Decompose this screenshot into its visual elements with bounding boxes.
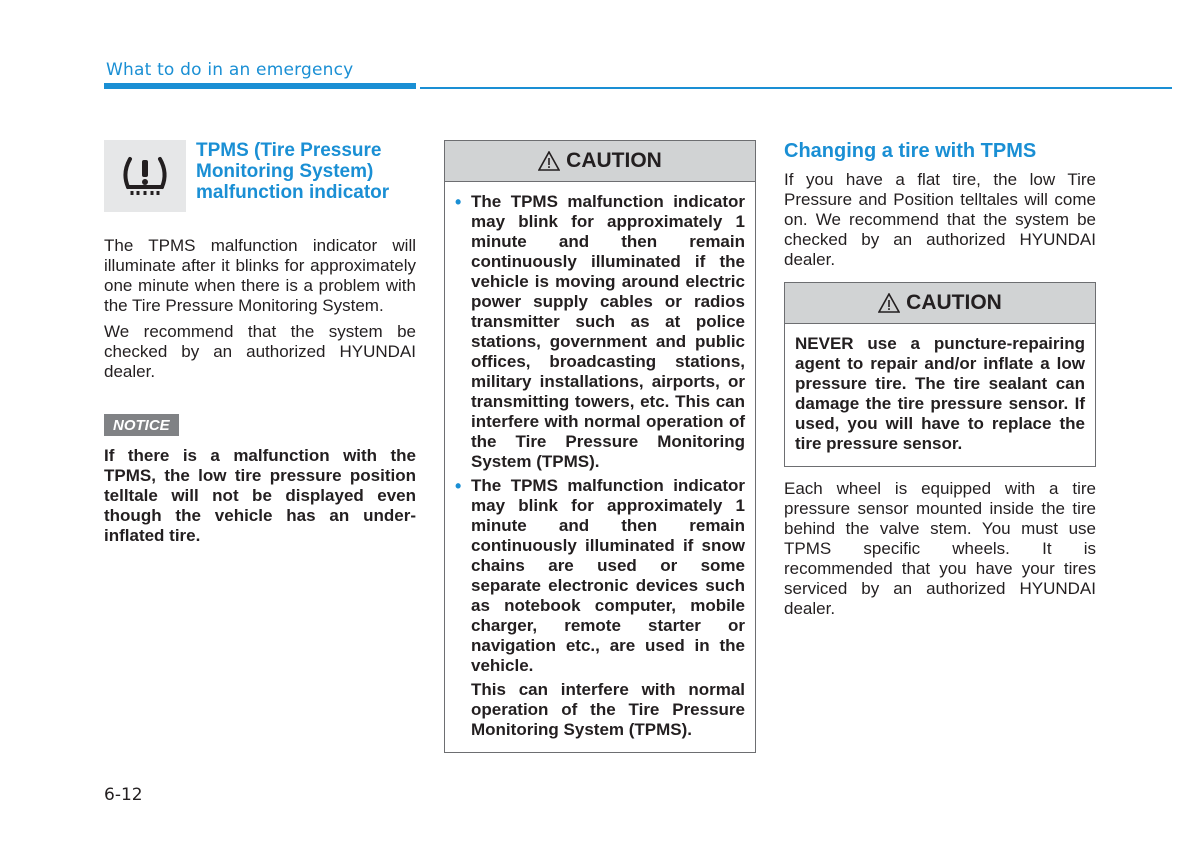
indicator-description: The TPMS malfunction indicator will illuminate after it blinks for approximately one minute when there is a problem with the Tire Pressure Monitoring System. <box>104 236 416 315</box>
warning-triangle-icon <box>538 151 560 171</box>
tpms-warning-icon <box>104 140 186 212</box>
column-left <box>104 140 416 546</box>
page-number: 6-12 <box>104 785 143 805</box>
warning-triangle-icon <box>878 293 900 313</box>
notice-text: If there is a malfunction with the TPMS, the low tire pressure position telltale will not be displayed even though the vehicle has an under-inflated tire. <box>104 446 416 545</box>
flat-tire-paragraph: If you have a flat tire, the low Tire Pressure and Position telltales will come on. We recommend that the system be checked by an authorized HYUNDAI dealer. <box>784 170 1096 269</box>
column-right <box>784 140 1096 619</box>
caution-bullet-continuation: This can interfere with normal operation of the Tire Pressure Monitoring System (TPMS). <box>471 680 745 739</box>
caution-label: CAUTION <box>566 149 662 172</box>
caution-bullet: • The TPMS malfunction indicator may blink for approximately 1 minute and then remain continuously illuminated if snow chains are used or some separate electronic devices such as notebook computer, mobile charger, remote starter or navigation etc., are used in the vehicle. <box>455 476 745 676</box>
caution-box-tpms <box>444 140 756 753</box>
caution-label: CAUTION <box>906 291 1002 314</box>
section-title: Changing a tire with TPMS <box>784 140 1037 162</box>
section-header: What to do in an emergency <box>106 60 354 80</box>
caution-bullet: • The TPMS malfunction indicator may blink for approximately 1 minute and then remain continuously illuminated if the vehicle is moving around electric power supply cables or radios transmitter such as at police stations, government and public offices, broadcasting stations, military installations, airports, or transmitting towers, etc. This can interfere with normal operation of the Tire Pressure Monitoring System (TPMS). <box>455 192 745 472</box>
caution-box-sealant <box>784 282 1096 467</box>
notice-badge: NOTICE <box>104 414 179 436</box>
indicator-header <box>104 140 416 212</box>
caution-header <box>445 141 755 182</box>
caution-body <box>445 182 755 752</box>
indicator-title: TPMS (Tire Pressure Monitoring System) malfunction indicator <box>196 140 390 203</box>
caution-header <box>785 283 1095 324</box>
header-rule-thin <box>420 87 1172 89</box>
wheel-sensor-paragraph: Each wheel is equipped with a tire pressure sensor mounted inside the tire behind the valve stem. You must use TPMS specific wheels. It is recommended that you have your tires serviced by an authorized HYUNDAI dealer. <box>784 479 1096 618</box>
caution-text: NEVER use a puncture-repairing agent to repair and/or inflate a low pressure tire. The tire sealant can damage the tire pressure sensor. If used, you will have to replace the tire pressure sensor. <box>795 334 1085 453</box>
dealer-recommendation: We recommend that the system be checked by an authorized HYUNDAI dealer. <box>104 322 416 381</box>
header-rule-thick <box>104 83 416 89</box>
column-middle <box>444 140 756 753</box>
